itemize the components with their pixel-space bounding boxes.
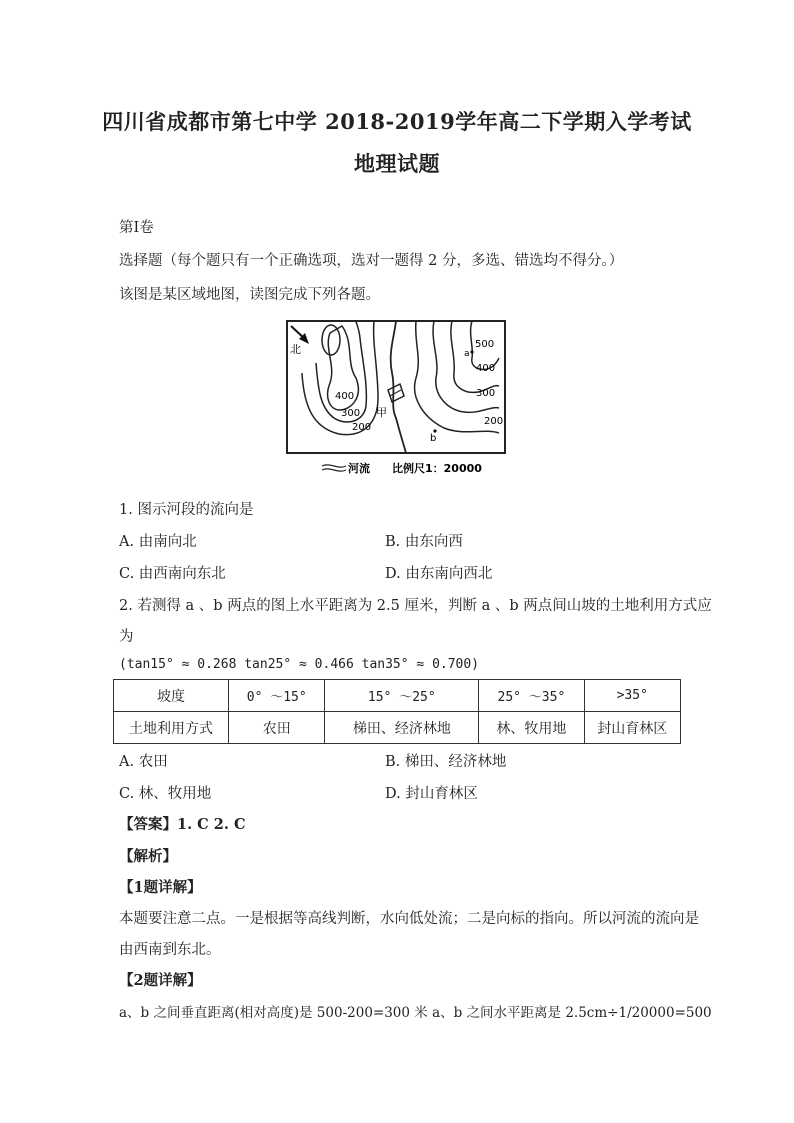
document-title-line2: 地理试题	[354, 151, 440, 176]
instruction-text: 选择题（每个题只有一个正确选项，选对一题得 2 分，多选、错选均不得分。）	[119, 253, 624, 269]
point-a-label: a	[464, 349, 470, 359]
table-cell: 梯田、经济林地	[325, 712, 479, 744]
contour-label: 400	[335, 391, 355, 402]
question-1-option-a: A. 由南向北	[119, 534, 197, 550]
question-1-option-d: D. 由东南向西北	[385, 566, 493, 582]
detail-1-text-line1: 本题要注意二点。一是根据等高线判断，水向低处流；二是向标的指向。所以河流的流向是	[119, 911, 699, 927]
legend-river-icon	[322, 465, 346, 467]
question-2-option-a: A. 农田	[119, 754, 168, 770]
question-1-option-b: B. 由东向西	[385, 534, 463, 550]
point-b-label: b	[430, 433, 437, 444]
contour-label: 400	[476, 363, 496, 374]
table-cell: 土地利用方式	[114, 712, 229, 744]
map-scale-label: 比例尺1：20000	[392, 462, 482, 475]
table-cell: 15° ～25°	[325, 680, 479, 712]
place-jia-label: 甲	[376, 406, 387, 419]
table-row	[114, 712, 681, 744]
table-cell: 农田	[229, 712, 325, 744]
contour-label: 300	[341, 408, 361, 419]
point-a-marker	[470, 350, 473, 353]
contour-label: 200	[352, 422, 372, 433]
question-2-stem-line2: 为	[119, 629, 134, 645]
table-row	[114, 680, 681, 712]
detail-2-heading: 【2题详解】	[119, 972, 202, 989]
slope-landuse-table	[113, 679, 681, 744]
north-label: 北	[290, 343, 301, 356]
table-cell: 0° ～15°	[229, 680, 325, 712]
table-cell: 25° ～35°	[479, 680, 584, 712]
analysis-heading: 【解析】	[119, 848, 177, 865]
table-cell: 林、牧用地	[479, 712, 584, 744]
question-2-option-b: B. 梯田、经济林地	[385, 754, 507, 770]
legend-river-label: 河流	[348, 462, 370, 475]
legend-river-icon-2	[322, 469, 346, 471]
document-title-line1: 四川省成都市第七中学 2018-2019学年高二下学期入学考试	[102, 109, 692, 134]
question-1-option-c: C. 由西南向东北	[119, 566, 226, 582]
question-2-option-d: D. 封山育林区	[385, 786, 478, 802]
question-2-stem-line1: 2. 若测得 a 、b 两点的图上水平距离为 2.5 厘米，判断 a 、b 两点间山坡的土地利用方式应	[119, 598, 712, 614]
question-2-option-c: C. 林、牧用地	[119, 786, 212, 802]
table-cell: 封山育林区	[584, 712, 680, 744]
question-1-stem: 1. 图示河段的流向是	[119, 502, 254, 518]
section-heading: 第I卷	[119, 220, 154, 236]
map-border	[287, 321, 505, 453]
detail-1-heading: 【1题详解】	[119, 879, 202, 896]
intro-text: 该图是某区域地图，读图完成下列各题。	[119, 287, 380, 303]
detail-2-text-line1: a、b 之间垂直距离(相对高度)是 500-200=300 米 a、b 之间水平距离是 2.5cm÷1/20000=500	[119, 1005, 712, 1021]
answer-line: 【答案】1. C 2. C	[119, 816, 246, 833]
table-cell: 坡度	[114, 680, 229, 712]
contour-label: 500	[475, 339, 495, 350]
contour-map-figure	[284, 318, 512, 480]
contour-label: 200	[484, 416, 504, 427]
contour-label: 300	[476, 388, 496, 399]
table-cell: >35°	[584, 680, 680, 712]
tan-reference-note: (tan15° ≈ 0.268 tan25° ≈ 0.466 tan35° ≈ 0.700)	[119, 657, 480, 672]
detail-1-text-line2: 由西南到东北。	[119, 942, 221, 958]
